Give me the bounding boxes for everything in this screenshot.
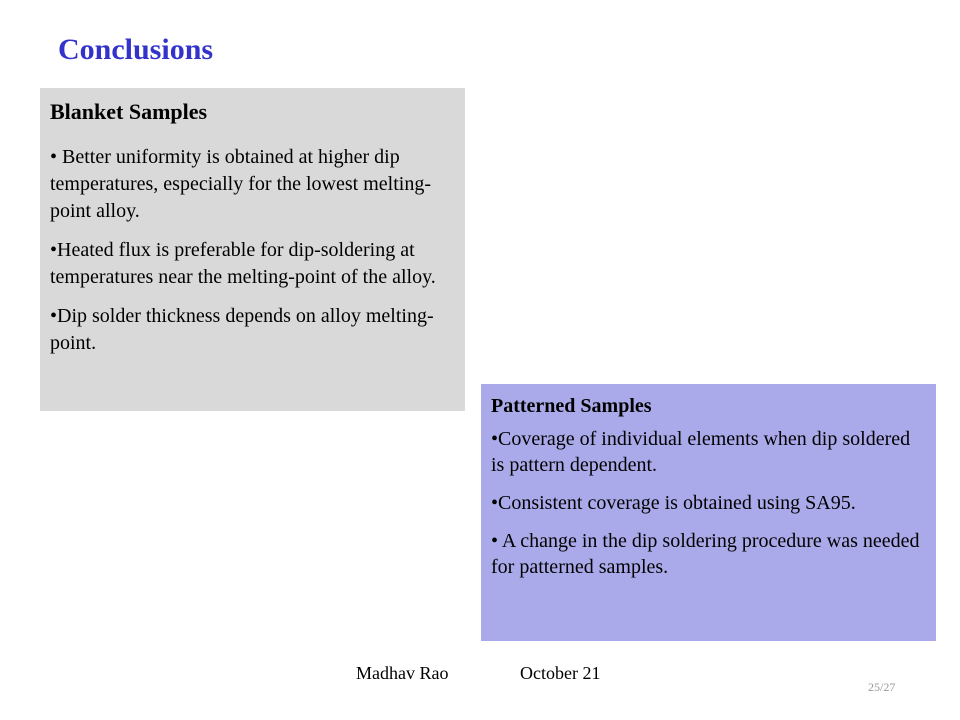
patterned-samples-heading: Patterned Samples bbox=[491, 395, 652, 417]
footer-date: October 21 bbox=[520, 663, 601, 683]
slide-title: Conclusions bbox=[58, 33, 214, 66]
patterned-bullet-1: •Coverage of individual elements when dip soldered is pattern dependent. bbox=[491, 428, 911, 476]
blanket-samples-panel bbox=[40, 88, 465, 411]
page-number: 25/27 bbox=[868, 680, 896, 694]
patterned-bullet-2: •Consistent coverage is obtained using SA95. bbox=[491, 492, 856, 514]
footer-author: Madhav Rao bbox=[356, 663, 449, 683]
patterned-bullet-3: • A change in the dip soldering procedure was needed for patterned samples. bbox=[491, 530, 920, 578]
blanket-bullet-2: •Heated flux is preferable for dip-soldering at temperatures near the melting-point of the alloy. bbox=[50, 239, 436, 288]
blanket-samples-heading: Blanket Samples bbox=[50, 99, 208, 124]
blanket-bullet-3: •Dip solder thickness depends on alloy melting-point. bbox=[50, 305, 434, 354]
blanket-bullet-1: • Better uniformity is obtained at higher dip temperatures, especially for the lowest melting-point alloy. bbox=[50, 146, 431, 222]
patterned-samples-panel bbox=[481, 384, 936, 641]
